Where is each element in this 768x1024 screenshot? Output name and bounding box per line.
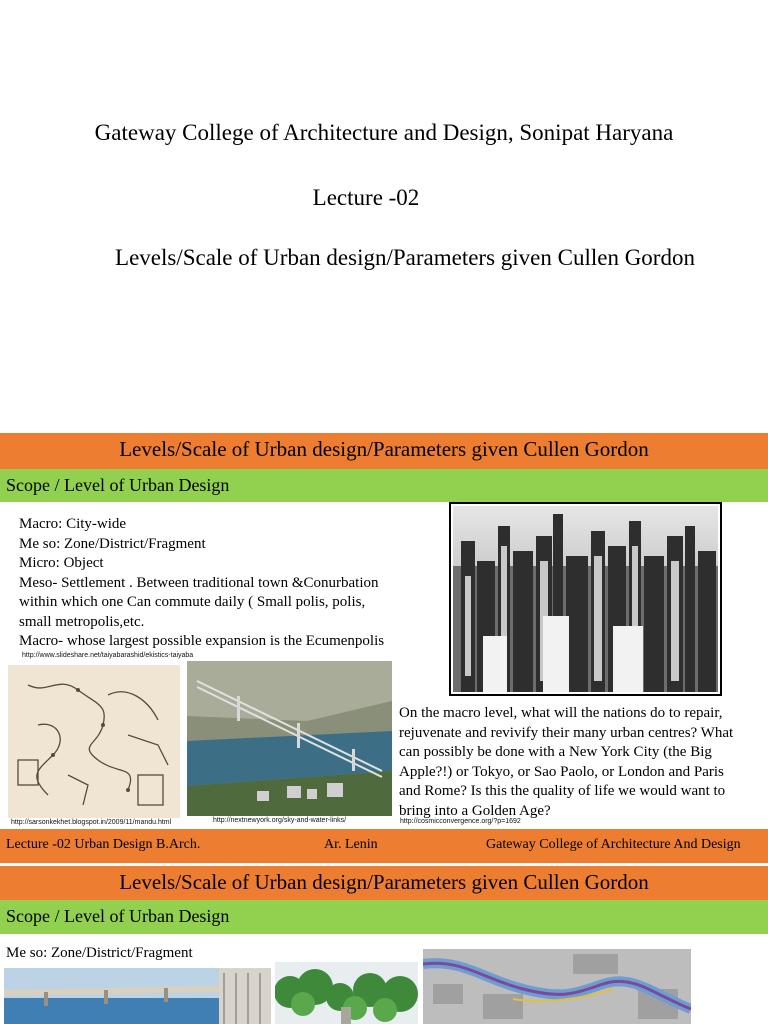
footer-lecture: Lecture -02 Urban Design B.Arch. (6, 837, 201, 852)
quote-line: rejuvenate and revivify their many urban centres? What (399, 724, 734, 741)
slide3-header: Levels/Scale of Urban design/Parameters given Cullen Gordon (119, 870, 649, 894)
scope-point: Macro: City-wide (19, 516, 127, 532)
scope-point: small metropolis,etc. (19, 613, 145, 630)
slide3-subheader: Scope / Level of Urban Design (6, 906, 230, 926)
slide2-subheader-band (0, 469, 768, 502)
slide2-subheader: Scope / Level of Urban Design (6, 475, 230, 495)
aerial-bridge-rendering (187, 661, 392, 816)
source-url-quote: http://cosmicconvergence.org/?p=1692 (400, 818, 521, 825)
quote-line: and Rome? Is this the quality of life we would want to (399, 783, 726, 799)
source-url-bridge: http://nextnewyork.org/sky-and-water-links/ (213, 817, 347, 824)
slide3-header-band (0, 866, 768, 900)
scope-point: Micro: Object (19, 555, 104, 571)
scope-points (19, 515, 439, 652)
footer-college: Gateway College of Architecture And Design (486, 837, 741, 852)
scope-point: Meso- Settlement . Between traditional town &Conurbation (19, 574, 379, 591)
footer-author: Ar. Lenin (324, 837, 378, 852)
lecture-topic: Levels/Scale of Urban design/Parameters given Cullen Gordon (115, 245, 695, 270)
river-masterplan-map (423, 949, 691, 1024)
scope-point: Me so: Zone/District/Fragment (19, 535, 206, 552)
hand-drawn-map-image (8, 665, 180, 818)
green-boulevard-photo (275, 962, 418, 1024)
slide2-header: Levels/Scale of Urban design/Parameters given Cullen Gordon (119, 437, 649, 461)
source-url-map: http://sarsonkekhet.blogspot.in/2009/11/mandu.html (11, 819, 172, 826)
scope-point: Macro- whose largest possible expansion is the Ecumenpolis (19, 633, 385, 649)
macro-level-quote (399, 704, 764, 821)
quote-line: can possibly be done with a New York City (the Big (399, 744, 712, 760)
slide3-subheader-band (0, 900, 768, 934)
slide3-point: Me so: Zone/District/Fragment (6, 945, 193, 961)
scope-point: within which one Can commute daily ( Small polis, polis, (19, 594, 366, 610)
source-url-points: http://www.slideshare.net/taiyabarashid/ekistics-taiyaba (22, 652, 194, 659)
slide2-footer (0, 829, 768, 863)
college-title: Gateway College of Architecture and Design, Sonipat Haryana (94, 120, 674, 145)
quote-line: bring into a Golden Age? (399, 802, 551, 819)
new-york-skyline-photo (449, 502, 722, 696)
slide2-header-band (0, 433, 768, 469)
lecture-number: Lecture -02 (312, 185, 420, 210)
quote-line: On the macro level, what will the nations do to repair, (399, 705, 723, 721)
quote-line: Apple?!) or Tokyo, or Sao Paolo, or London and Paris (399, 763, 724, 780)
river-bridge-photo (4, 968, 271, 1024)
